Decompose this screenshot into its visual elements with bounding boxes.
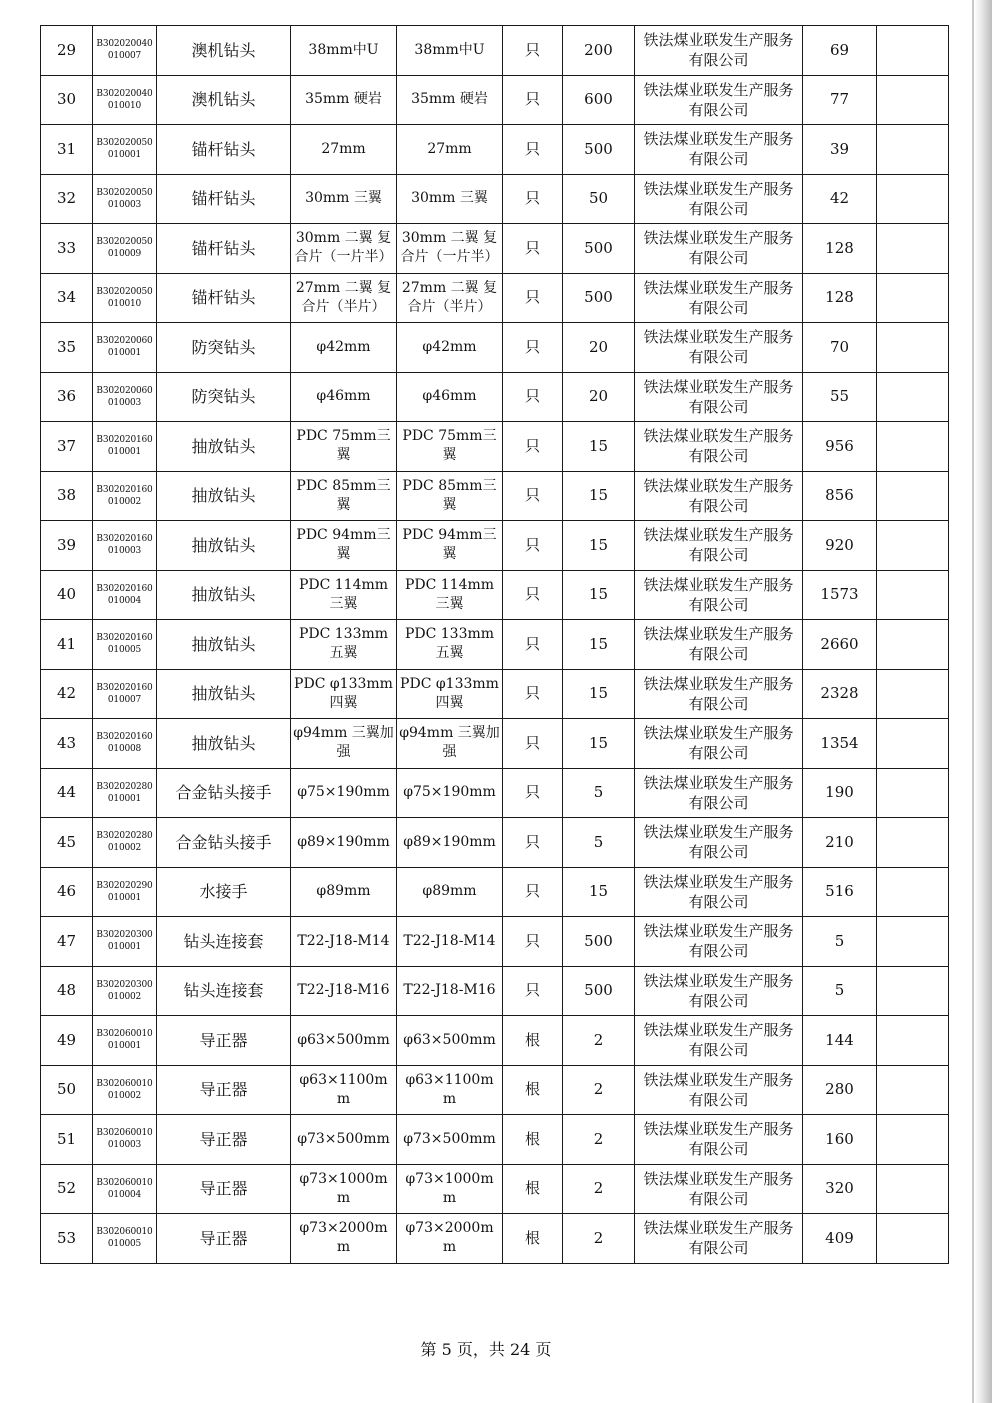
remark-cell (877, 1115, 949, 1165)
remark-cell (877, 26, 949, 76)
supplier-cell: 铁法煤业联发生产服务有限公司 (635, 471, 803, 521)
spec-model-alt-cell: PDC 94mm三翼 (397, 521, 503, 571)
spec-model-cell: T22-J18-M16 (291, 966, 397, 1016)
unit-price-cell: 55 (803, 372, 877, 422)
spec-model-cell: T22-J18-M14 (291, 917, 397, 967)
unit-price-cell: 409 (803, 1214, 877, 1264)
unit-cell: 只 (503, 372, 563, 422)
item-name-cell: 导正器 (157, 1065, 291, 1115)
quantity-cell: 500 (563, 917, 635, 967)
unit-cell: 只 (503, 669, 563, 719)
quantity-cell: 2 (563, 1214, 635, 1264)
table-row (41, 818, 949, 868)
remark-cell (877, 570, 949, 620)
item-name-cell: 抽放钻头 (157, 471, 291, 521)
item-name-cell: 抽放钻头 (157, 422, 291, 472)
item-name-cell: 导正器 (157, 1214, 291, 1264)
unit-cell: 只 (503, 224, 563, 274)
spec-model-cell: PDC 75mm三翼 (291, 422, 397, 472)
remark-cell (877, 1065, 949, 1115)
spec-model-cell: φ42mm (291, 323, 397, 373)
table-row (41, 768, 949, 818)
supplier-cell: 铁法煤业联发生产服务有限公司 (635, 1214, 803, 1264)
item-name-cell: 澳机钻头 (157, 26, 291, 76)
unit-cell: 只 (503, 26, 563, 76)
table-row (41, 620, 949, 670)
item-name-cell: 抽放钻头 (157, 570, 291, 620)
unit-cell: 根 (503, 1164, 563, 1214)
spec-model-cell: 30mm 二翼 复合片（一片半） (291, 224, 397, 274)
unit-price-cell: 5 (803, 917, 877, 967)
spec-model-cell: 30mm 三翼 (291, 174, 397, 224)
spec-model-cell: φ46mm (291, 372, 397, 422)
unit-price-cell: 1573 (803, 570, 877, 620)
unit-price-cell: 1354 (803, 719, 877, 769)
quantity-cell: 5 (563, 768, 635, 818)
quantity-cell: 15 (563, 471, 635, 521)
spec-model-cell: φ89×190mm (291, 818, 397, 868)
material-code-cell: B302020050 010003 (93, 174, 157, 224)
unit-price-cell: 856 (803, 471, 877, 521)
quantity-cell: 500 (563, 125, 635, 175)
unit-cell: 只 (503, 966, 563, 1016)
unit-cell: 只 (503, 273, 563, 323)
row-number-cell: 48 (41, 966, 93, 1016)
quantity-cell: 15 (563, 422, 635, 472)
spec-model-alt-cell: φ89×190mm (397, 818, 503, 868)
item-name-cell: 抽放钻头 (157, 620, 291, 670)
row-number-cell: 29 (41, 26, 93, 76)
unit-cell: 根 (503, 1065, 563, 1115)
spec-model-cell: PDC 133mm五翼 (291, 620, 397, 670)
row-number-cell: 36 (41, 372, 93, 422)
row-number-cell: 35 (41, 323, 93, 373)
spec-model-alt-cell: φ46mm (397, 372, 503, 422)
quantity-cell: 15 (563, 669, 635, 719)
table-row (41, 917, 949, 967)
quantity-cell: 15 (563, 719, 635, 769)
supplier-cell: 铁法煤业联发生产服务有限公司 (635, 1164, 803, 1214)
unit-cell: 只 (503, 125, 563, 175)
table-row (41, 1065, 949, 1115)
row-number-cell: 44 (41, 768, 93, 818)
spec-model-alt-cell: PDC 133mm五翼 (397, 620, 503, 670)
spec-model-alt-cell: PDC 114mm三翼 (397, 570, 503, 620)
supplier-cell: 铁法煤业联发生产服务有限公司 (635, 669, 803, 719)
quantity-cell: 500 (563, 966, 635, 1016)
quantity-cell: 500 (563, 273, 635, 323)
price-table (40, 25, 949, 1264)
row-number-cell: 53 (41, 1214, 93, 1264)
row-number-cell: 45 (41, 818, 93, 868)
item-name-cell: 锚杆钻头 (157, 224, 291, 274)
table-row (41, 471, 949, 521)
row-number-cell: 42 (41, 669, 93, 719)
table-row (41, 323, 949, 373)
quantity-cell: 2 (563, 1164, 635, 1214)
spec-model-cell: φ73×1000mm (291, 1164, 397, 1214)
remark-cell (877, 422, 949, 472)
spec-model-alt-cell: φ73×500mm (397, 1115, 503, 1165)
quantity-cell: 20 (563, 372, 635, 422)
quantity-cell: 15 (563, 521, 635, 571)
remark-cell (877, 966, 949, 1016)
spec-model-cell: 27mm (291, 125, 397, 175)
unit-cell: 只 (503, 174, 563, 224)
table-row (41, 422, 949, 472)
quantity-cell: 15 (563, 620, 635, 670)
row-number-cell: 39 (41, 521, 93, 571)
table-row (41, 669, 949, 719)
remark-cell (877, 669, 949, 719)
row-number-cell: 43 (41, 719, 93, 769)
table-row (41, 719, 949, 769)
remark-cell (877, 1164, 949, 1214)
unit-cell: 根 (503, 1214, 563, 1264)
row-number-cell: 31 (41, 125, 93, 175)
unit-price-cell: 280 (803, 1065, 877, 1115)
quantity-cell: 200 (563, 26, 635, 76)
material-code-cell: B302020300 010001 (93, 917, 157, 967)
material-code-cell: B302060010 010005 (93, 1214, 157, 1264)
unit-price-cell: 128 (803, 224, 877, 274)
table-body (41, 26, 949, 1264)
unit-cell: 只 (503, 323, 563, 373)
supplier-cell: 铁法煤业联发生产服务有限公司 (635, 372, 803, 422)
material-code-cell: B302020050 010001 (93, 125, 157, 175)
row-number-cell: 40 (41, 570, 93, 620)
item-name-cell: 导正器 (157, 1115, 291, 1165)
row-number-cell: 37 (41, 422, 93, 472)
row-number-cell: 38 (41, 471, 93, 521)
item-name-cell: 钻头连接套 (157, 917, 291, 967)
table-row (41, 125, 949, 175)
table-row (41, 1164, 949, 1214)
spec-model-cell: φ89mm (291, 867, 397, 917)
supplier-cell: 铁法煤业联发生产服务有限公司 (635, 867, 803, 917)
material-code-cell: B302020050 010010 (93, 273, 157, 323)
supplier-cell: 铁法煤业联发生产服务有限公司 (635, 1065, 803, 1115)
supplier-cell: 铁法煤业联发生产服务有限公司 (635, 224, 803, 274)
material-code-cell: B302020160 010008 (93, 719, 157, 769)
unit-price-cell: 70 (803, 323, 877, 373)
spec-model-alt-cell: φ73×2000mm (397, 1214, 503, 1264)
remark-cell (877, 1016, 949, 1066)
spec-model-cell: φ73×2000mm (291, 1214, 397, 1264)
spec-model-alt-cell: T22-J18-M14 (397, 917, 503, 967)
unit-price-cell: 39 (803, 125, 877, 175)
unit-cell: 只 (503, 471, 563, 521)
quantity-cell: 2 (563, 1016, 635, 1066)
unit-cell: 只 (503, 818, 563, 868)
unit-price-cell: 2660 (803, 620, 877, 670)
item-name-cell: 澳机钻头 (157, 75, 291, 125)
material-code-cell: B302060010 010001 (93, 1016, 157, 1066)
item-name-cell: 合金钻头接手 (157, 818, 291, 868)
remark-cell (877, 224, 949, 274)
remark-cell (877, 1214, 949, 1264)
material-code-cell: B302020160 010002 (93, 471, 157, 521)
spec-model-cell: φ94mm 三翼加强 (291, 719, 397, 769)
page-footer: 第 5 页，共 24 页 (420, 1340, 552, 1359)
material-code-cell: B302020160 010001 (93, 422, 157, 472)
supplier-cell: 铁法煤业联发生产服务有限公司 (635, 1115, 803, 1165)
material-code-cell: B302060010 010002 (93, 1065, 157, 1115)
remark-cell (877, 620, 949, 670)
unit-cell: 只 (503, 768, 563, 818)
remark-cell (877, 867, 949, 917)
remark-cell (877, 917, 949, 967)
row-number-cell: 47 (41, 917, 93, 967)
row-number-cell: 33 (41, 224, 93, 274)
material-code-cell: B302020160 010004 (93, 570, 157, 620)
remark-cell (877, 125, 949, 175)
unit-price-cell: 77 (803, 75, 877, 125)
supplier-cell: 铁法煤业联发生产服务有限公司 (635, 521, 803, 571)
material-code-cell: B302020040 010007 (93, 26, 157, 76)
row-number-cell: 52 (41, 1164, 93, 1214)
table-row (41, 273, 949, 323)
remark-cell (877, 75, 949, 125)
unit-cell: 根 (503, 1115, 563, 1165)
supplier-cell: 铁法煤业联发生产服务有限公司 (635, 570, 803, 620)
spec-model-alt-cell: φ75×190mm (397, 768, 503, 818)
page-edge-shadow (974, 0, 992, 1403)
table-row (41, 867, 949, 917)
spec-model-cell: 35mm 硬岩 (291, 75, 397, 125)
remark-cell (877, 521, 949, 571)
table-row (41, 75, 949, 125)
spec-model-cell: φ63×1100mm (291, 1065, 397, 1115)
spec-model-alt-cell: φ63×500mm (397, 1016, 503, 1066)
quantity-cell: 2 (563, 1065, 635, 1115)
spec-model-alt-cell: φ42mm (397, 323, 503, 373)
quantity-cell: 15 (563, 867, 635, 917)
unit-price-cell: 160 (803, 1115, 877, 1165)
remark-cell (877, 768, 949, 818)
item-name-cell: 抽放钻头 (157, 719, 291, 769)
material-code-cell: B302020280 010002 (93, 818, 157, 868)
material-code-cell: B302020160 010003 (93, 521, 157, 571)
supplier-cell: 铁法煤业联发生产服务有限公司 (635, 422, 803, 472)
supplier-cell: 铁法煤业联发生产服务有限公司 (635, 818, 803, 868)
unit-price-cell: 144 (803, 1016, 877, 1066)
spec-model-alt-cell: φ94mm 三翼加强 (397, 719, 503, 769)
item-name-cell: 导正器 (157, 1016, 291, 1066)
remark-cell (877, 719, 949, 769)
remark-cell (877, 323, 949, 373)
supplier-cell: 铁法煤业联发生产服务有限公司 (635, 75, 803, 125)
item-name-cell: 抽放钻头 (157, 521, 291, 571)
quantity-cell: 50 (563, 174, 635, 224)
unit-cell: 根 (503, 1016, 563, 1066)
quantity-cell: 15 (563, 570, 635, 620)
unit-price-cell: 956 (803, 422, 877, 472)
row-number-cell: 32 (41, 174, 93, 224)
unit-cell: 只 (503, 867, 563, 917)
supplier-cell: 铁法煤业联发生产服务有限公司 (635, 719, 803, 769)
spec-model-cell: 38mm中U (291, 26, 397, 76)
spec-model-cell: PDC φ133mm 四翼 (291, 669, 397, 719)
material-code-cell: B302020290 010001 (93, 867, 157, 917)
supplier-cell: 铁法煤业联发生产服务有限公司 (635, 323, 803, 373)
row-number-cell: 46 (41, 867, 93, 917)
row-number-cell: 51 (41, 1115, 93, 1165)
spec-model-alt-cell: PDC 75mm三翼 (397, 422, 503, 472)
table-row (41, 372, 949, 422)
table-row (41, 966, 949, 1016)
quantity-cell: 600 (563, 75, 635, 125)
unit-price-cell: 516 (803, 867, 877, 917)
remark-cell (877, 471, 949, 521)
quantity-cell: 500 (563, 224, 635, 274)
unit-cell: 只 (503, 620, 563, 670)
material-code-cell: B302020160 010007 (93, 669, 157, 719)
material-code-cell: B302060010 010004 (93, 1164, 157, 1214)
material-code-cell: B302020050 010009 (93, 224, 157, 274)
spec-model-cell: 27mm 二翼 复合片（半片） (291, 273, 397, 323)
supplier-cell: 铁法煤业联发生产服务有限公司 (635, 620, 803, 670)
item-name-cell: 锚杆钻头 (157, 273, 291, 323)
item-name-cell: 钻头连接套 (157, 966, 291, 1016)
supplier-cell: 铁法煤业联发生产服务有限公司 (635, 125, 803, 175)
spec-model-cell: φ73×500mm (291, 1115, 397, 1165)
row-number-cell: 50 (41, 1065, 93, 1115)
spec-model-alt-cell: T22-J18-M16 (397, 966, 503, 1016)
unit-price-cell: 42 (803, 174, 877, 224)
spec-model-alt-cell: 30mm 三翼 (397, 174, 503, 224)
spec-model-cell: PDC 94mm三翼 (291, 521, 397, 571)
unit-price-cell: 320 (803, 1164, 877, 1214)
spec-model-alt-cell: 38mm中U (397, 26, 503, 76)
spec-model-alt-cell: φ63×1100mm (397, 1065, 503, 1115)
spec-model-alt-cell: 30mm 二翼 复合片（一片半） (397, 224, 503, 274)
spec-model-alt-cell: 35mm 硬岩 (397, 75, 503, 125)
remark-cell (877, 818, 949, 868)
unit-price-cell: 210 (803, 818, 877, 868)
quantity-cell: 20 (563, 323, 635, 373)
remark-cell (877, 174, 949, 224)
row-number-cell: 34 (41, 273, 93, 323)
item-name-cell: 水接手 (157, 867, 291, 917)
item-name-cell: 导正器 (157, 1164, 291, 1214)
unit-price-cell: 128 (803, 273, 877, 323)
unit-cell: 只 (503, 422, 563, 472)
table-row (41, 1115, 949, 1165)
material-code-cell: B302020300 010002 (93, 966, 157, 1016)
spec-model-cell: PDC 85mm三翼 (291, 471, 397, 521)
table-row (41, 174, 949, 224)
unit-price-cell: 2328 (803, 669, 877, 719)
supplier-cell: 铁法煤业联发生产服务有限公司 (635, 917, 803, 967)
item-name-cell: 防突钻头 (157, 323, 291, 373)
item-name-cell: 合金钻头接手 (157, 768, 291, 818)
supplier-cell: 铁法煤业联发生产服务有限公司 (635, 273, 803, 323)
unit-cell: 只 (503, 75, 563, 125)
quantity-cell: 5 (563, 818, 635, 868)
material-code-cell: B302020280 010001 (93, 768, 157, 818)
unit-cell: 只 (503, 521, 563, 571)
unit-cell: 只 (503, 917, 563, 967)
supplier-cell: 铁法煤业联发生产服务有限公司 (635, 1016, 803, 1066)
table-row (41, 26, 949, 76)
unit-price-cell: 69 (803, 26, 877, 76)
spec-model-cell: φ75×190mm (291, 768, 397, 818)
table-row (41, 570, 949, 620)
item-name-cell: 锚杆钻头 (157, 174, 291, 224)
spec-model-alt-cell: 27mm (397, 125, 503, 175)
spec-model-alt-cell: PDC 85mm三翼 (397, 471, 503, 521)
material-code-cell: B302060010 010003 (93, 1115, 157, 1165)
item-name-cell: 锚杆钻头 (157, 125, 291, 175)
unit-price-cell: 920 (803, 521, 877, 571)
row-number-cell: 49 (41, 1016, 93, 1066)
spec-model-alt-cell: φ73×1000mm (397, 1164, 503, 1214)
material-code-cell: B302020040 010010 (93, 75, 157, 125)
remark-cell (877, 273, 949, 323)
item-name-cell: 抽放钻头 (157, 669, 291, 719)
table-row (41, 224, 949, 274)
table-row (41, 1016, 949, 1066)
row-number-cell: 30 (41, 75, 93, 125)
unit-price-cell: 5 (803, 966, 877, 1016)
material-code-cell: B302020160 010005 (93, 620, 157, 670)
material-code-cell: B302020060 010001 (93, 323, 157, 373)
spec-model-alt-cell: PDC φ133mm 四翼 (397, 669, 503, 719)
spec-model-alt-cell: 27mm 二翼 复合片（半片） (397, 273, 503, 323)
supplier-cell: 铁法煤业联发生产服务有限公司 (635, 26, 803, 76)
supplier-cell: 铁法煤业联发生产服务有限公司 (635, 768, 803, 818)
spec-model-cell: φ63×500mm (291, 1016, 397, 1066)
quantity-cell: 2 (563, 1115, 635, 1165)
item-name-cell: 防突钻头 (157, 372, 291, 422)
table-row (41, 521, 949, 571)
material-code-cell: B302020060 010003 (93, 372, 157, 422)
unit-cell: 只 (503, 570, 563, 620)
supplier-cell: 铁法煤业联发生产服务有限公司 (635, 174, 803, 224)
spec-model-cell: PDC 114mm三翼 (291, 570, 397, 620)
spec-model-alt-cell: φ89mm (397, 867, 503, 917)
supplier-cell: 铁法煤业联发生产服务有限公司 (635, 966, 803, 1016)
row-number-cell: 41 (41, 620, 93, 670)
remark-cell (877, 372, 949, 422)
unit-price-cell: 190 (803, 768, 877, 818)
unit-cell: 只 (503, 719, 563, 769)
table-row (41, 1214, 949, 1264)
